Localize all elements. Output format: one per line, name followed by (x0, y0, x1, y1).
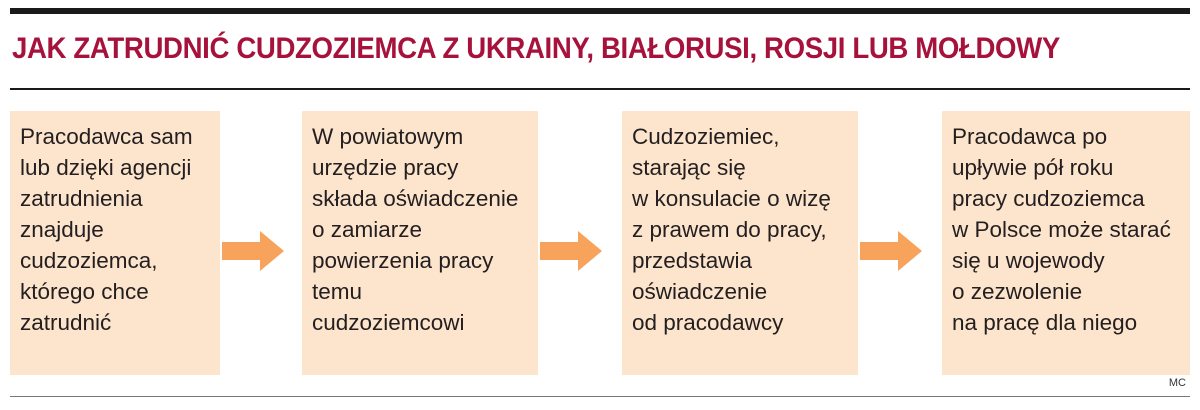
step-text-3: Cudzoziemiec, starając się w konsulacie o wizę z prawem do pracy, przedstawia oświadczenie od pracodawcy (632, 124, 831, 335)
top-rule (10, 8, 1190, 14)
step-box-4 (942, 111, 1190, 375)
step-text-4: Pracodawca po upływie pół roku pracy cudzoziemca w Polsce może starać się u wojewody o zezwolenie na pracę dla niego (952, 124, 1171, 335)
arrow-right-icon (860, 231, 922, 271)
arrow-right-icon (222, 231, 284, 271)
bottom-rule (10, 396, 1190, 397)
step-text-1: Pracodawca sam lub dzięki agencji zatrudnienia znajduje cudzoziemca, którego chce zatrudnić (20, 124, 193, 335)
step-text-2: W powiatowym urzędzie pracy składa oświadczenie o zamiarze powierzenia pracy temu cudzoziemcowi (312, 124, 519, 335)
title-divider (10, 88, 1190, 90)
diagram-title: JAK ZATRUDNIĆ CUDZOZIEMCA Z UKRAINY, BIAŁORUSI, ROSJI LUB MOŁDOWY (12, 32, 1060, 65)
step-box-3 (622, 111, 858, 375)
step-box-1 (10, 111, 220, 375)
step-box-2 (302, 111, 538, 375)
arrow-right-icon (540, 231, 602, 271)
author-credit: MC (1168, 377, 1186, 389)
